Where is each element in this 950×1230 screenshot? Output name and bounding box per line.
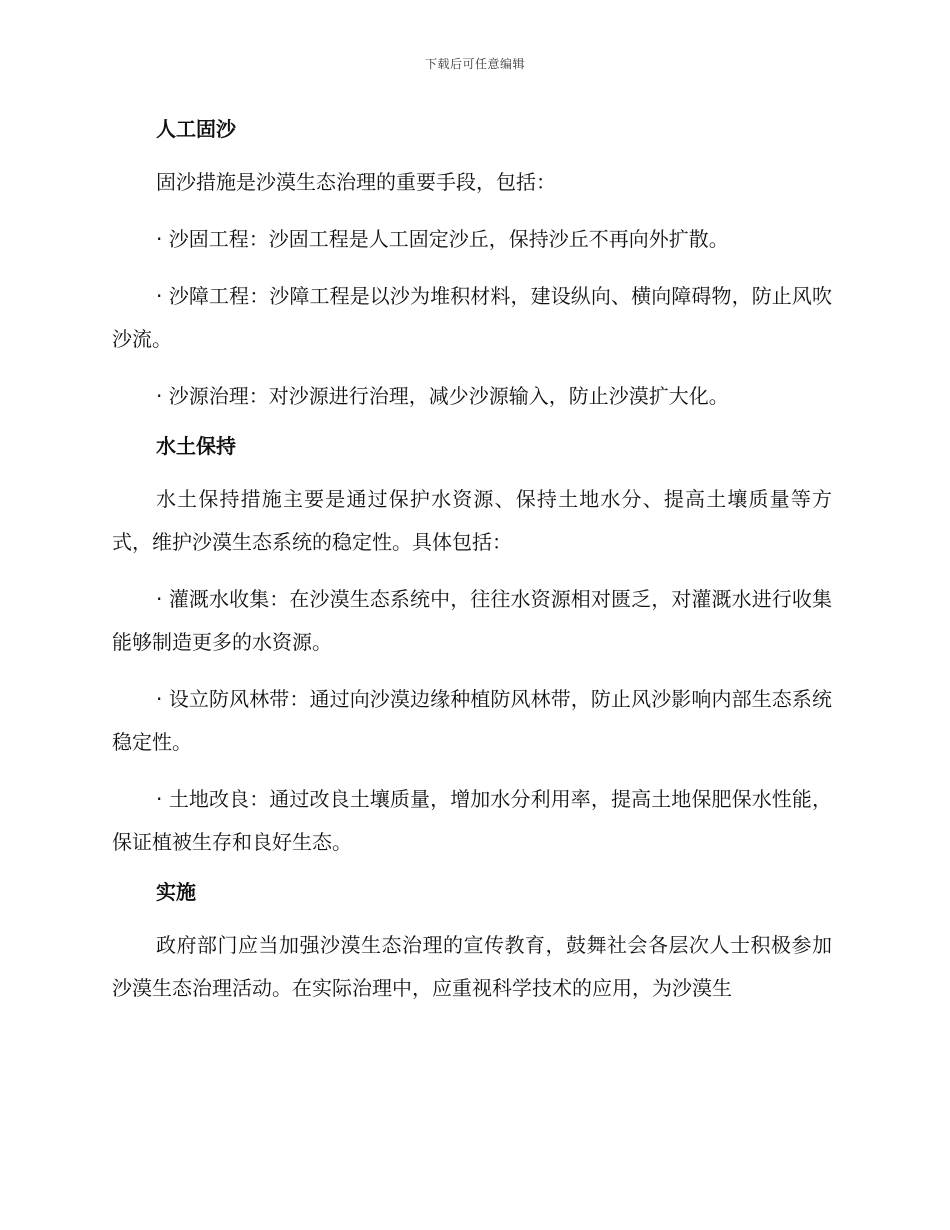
paragraph: 政府部门应当加强沙漠生态治理的宣传教育，鼓舞社会各层次人士积极参加沙漠生态治理活动。在实际治理中，应重视科学技术的应用，为沙漠生 xyxy=(112,933,832,1000)
paragraph: 水土保持措施主要是通过保护水资源、保持土地水分、提高土壤质量等方式，维护沙漠生态系统的稳定性。具体包括： xyxy=(112,487,832,554)
section-heading-soil-water-conservation: 水土保持 xyxy=(156,434,236,458)
list-item: · 设立防风林带：通过向沙漠边缘种植防风林带，防止风沙影响内部生态系统稳定性。 xyxy=(112,687,832,754)
section-heading-implementation: 实施 xyxy=(156,880,196,904)
document-body xyxy=(112,110,832,1024)
list-item: · 沙固工程：沙固工程是人工固定沙丘，保持沙丘不再向外扩散。 xyxy=(156,227,729,251)
list-item: · 沙源治理：对沙源进行治理，减少沙源输入，防止沙漠扩大化。 xyxy=(156,384,729,408)
header-note: 下载后可任意编辑 xyxy=(424,57,525,71)
section-heading-sand-fixation: 人工固沙 xyxy=(156,117,236,141)
list-item: · 灌溉水收集：在沙漠生态系统中，往往水资源相对匮乏，对灌溉水进行收集能够制造更多的水资源。 xyxy=(112,587,832,654)
paragraph: 固沙措施是沙漠生态治理的重要手段，包括： xyxy=(156,170,556,194)
list-item: · 土地改良：通过改良土壤质量，增加水分利用率，提高土地保肥保水性能，保证植被生存和良好生态。 xyxy=(112,787,832,854)
list-item: · 沙障工程：沙障工程是以沙为堆积材料，建设纵向、横向障碍物，防止风吹沙流。 xyxy=(112,284,832,351)
